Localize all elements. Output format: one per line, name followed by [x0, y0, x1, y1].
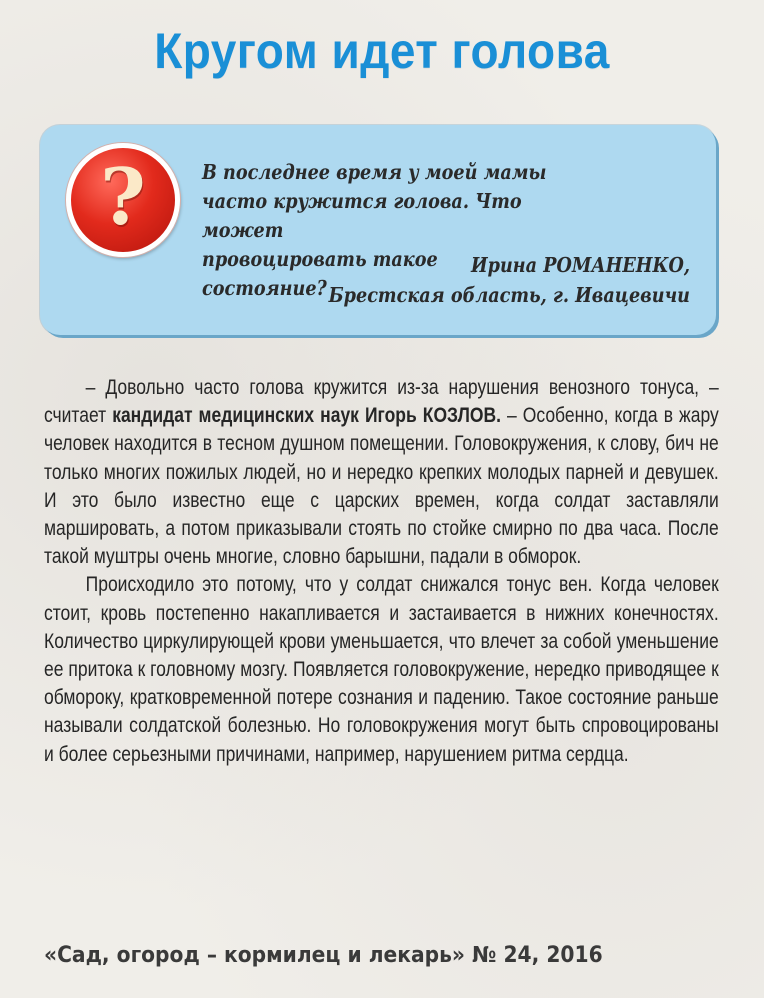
article-title: Кругом идет голова — [154, 23, 610, 79]
expert-name: кандидат медицинских наук Игорь КОЗЛОВ. — [112, 404, 501, 428]
question-mark-icon — [66, 143, 180, 257]
question-mark-glyph: ? — [100, 152, 146, 243]
question-line: часто кружится голова. Что может — [202, 189, 522, 242]
article-paragraph — [44, 374, 719, 571]
article-text: – Довольно часто голова кружится из-за нарушения венозного тонуса, – считает — [44, 376, 719, 428]
article-text: – Особенно, когда в жару человек находится в тесном душном помещении. Головокружения, к слову, бич не только многих пожилых людей, но и нередко крепких молодых парней и девушек. И это было известно еще с царских времен, когда солдат заставляли маршировать, а потом приказывали стоять по стойке смирно по два часа. После такой муштры очень многие, словно барышни, падали в обморок. — [44, 404, 719, 569]
question-line: В последнее время у моей мамы — [202, 160, 547, 184]
article-paragraph: Происходило это потому, что у солдат снижался тонус вен. Когда человек стоит, кровь постепенно накапливается и застаивается в нижних конечностях. Количество циркулирующей крови уменьшается, что влечет за собой уменьшение ее притока к головному мозгу. Появляется головокружение, нередко приводящее к обмороку, кратковременной потере сознания и падению. Такое состояние раньше называли солдатской болезнью. Но головокружения могут быть спровоцированы и более серьезными причинами, например, нарушением ритма сердца. — [44, 573, 719, 766]
question-author-region: Брестская область, г. Ивацевичи — [328, 283, 690, 307]
source-citation: «Сад, огород – кормилец и лекарь» № 24, 2016 — [44, 943, 603, 968]
article-body — [44, 374, 719, 769]
reader-question — [202, 158, 563, 303]
question-author-name: Ирина РОМАНЕНКО, — [471, 253, 690, 277]
question-line: провоцировать такое состояние? — [202, 247, 438, 300]
